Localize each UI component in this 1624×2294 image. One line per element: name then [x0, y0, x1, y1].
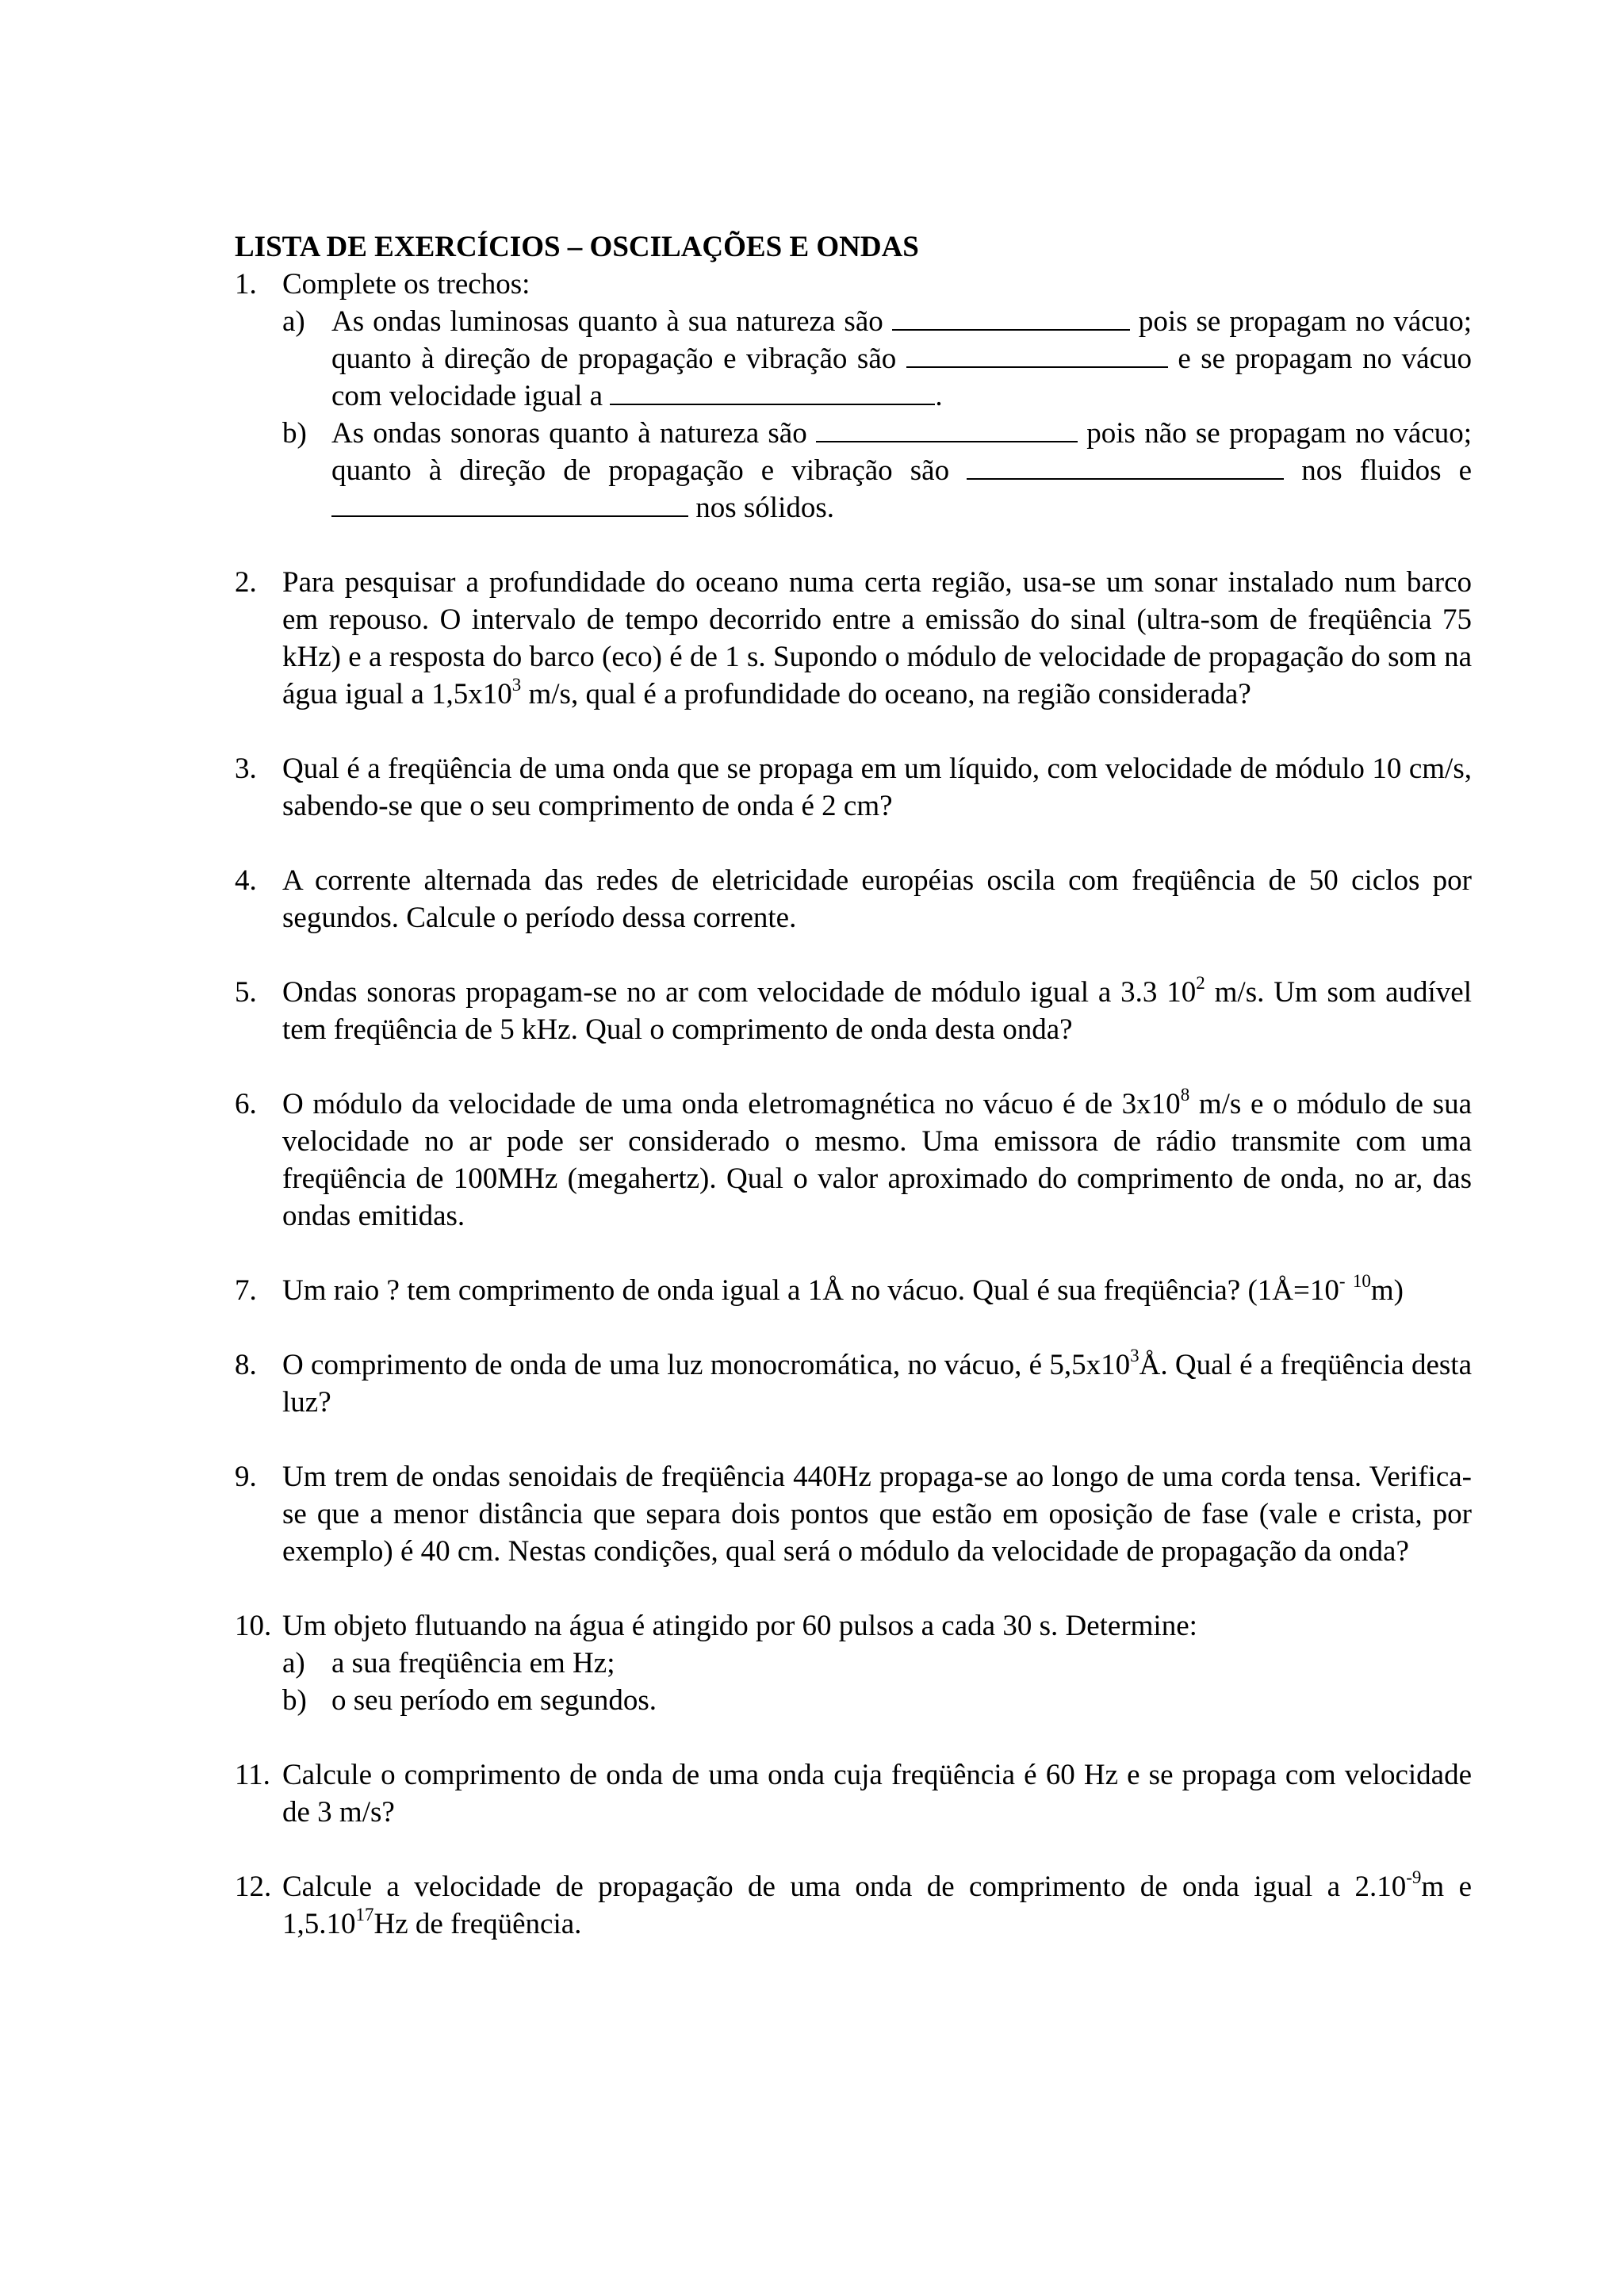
question-body: Calcule o comprimento de onda de uma onda cuja freqüência é 60 Hz e se propaga com velocidade de 3 m/s?: [282, 1759, 1472, 1829]
question-body: [282, 266, 1472, 527]
question-number: 6.: [235, 1088, 257, 1120]
question-number: 8.: [235, 1349, 257, 1381]
question-number: 12.: [235, 1871, 272, 1903]
question-body: [282, 1607, 1472, 1719]
answer-blank[interactable]: [610, 380, 935, 405]
item-label: a): [282, 305, 305, 338]
question-body: Ondas sonoras propagam-se no ar com velocidade de módulo igual a 3.3 $10^2$ m/s. Um som audível tem freqüência de 5 kHz. Qual o comprimento de onda desta onda?: [282, 972, 1472, 1046]
question-body: O módulo da velocidade de uma onda eletromagnética no vácuo é de $3x10^8$ m/s e o módulo de sua velocidade no ar pode ser considerado o mesmo. Uma emissora de rádio transmite com uma freqüência de 100MHz (megahertz). Qual o valor aproximado do comprimento de onda, no ar, das ondas emitidas.: [282, 1084, 1472, 1232]
question-8: [235, 1346, 1472, 1421]
question-body: Qual é a freqüência de uma onda que se propaga em um líquido, com velocidade de módulo 10 cm/s, sabendo-se que o seu comprimento de onda é 2 cm?: [282, 753, 1472, 822]
question-10a: a) a sua freqüência em Hz;: [282, 1645, 1472, 1682]
question-5: [235, 974, 1472, 1048]
answer-blank[interactable]: [967, 454, 1284, 480]
question-number: 7.: [235, 1274, 257, 1307]
question-body: Para pesquisar a profundidade do oceano numa certa região, usa-se um sonar instalado num barco em repouso. O intervalo de tempo decorrido entre a emissão do sinal (ultra-som de freqüência 75 kHz) e a resposta do barco (eco) é de 1 s. Supondo o módulo de velocidade de propagação do som na água igual a $1,5x10^3$ m/s, qual é a profundidade do oceano, na região considerada?: [282, 566, 1472, 710]
answer-blank[interactable]: [892, 305, 1130, 331]
item-label: b): [282, 1684, 307, 1717]
answer-blank[interactable]: [331, 492, 688, 517]
question-1-intro: Complete os trechos:: [282, 268, 530, 301]
question-10b: b) o seu período em segundos.: [282, 1682, 1472, 1719]
question-number: 1.: [235, 268, 257, 301]
question-2: [235, 564, 1472, 713]
item-label: b): [282, 417, 307, 450]
question-9: [235, 1458, 1472, 1570]
question-number: 2.: [235, 566, 257, 599]
question-1: [235, 266, 1472, 527]
question-body: O comprimento de onda de uma luz monocromática, no vácuo, é $5,5x10^3Å$. Qual é a freqüência desta luz?: [282, 1345, 1472, 1419]
question-4: [235, 862, 1472, 936]
question-number: 9.: [235, 1461, 257, 1493]
question-number: 5.: [235, 976, 257, 1009]
question-6: [235, 1086, 1472, 1235]
question-number: 11.: [235, 1759, 270, 1791]
question-number: 10.: [235, 1610, 272, 1642]
question-1a: [282, 303, 1472, 415]
question-body: Calcule a velocidade de propagação de uma onda de comprimento de onda igual a $2.10^{-9}m$ e 1,5.10$^{17}$Hz de freqüência.: [282, 1867, 1472, 1940]
question-3: [235, 750, 1472, 825]
question-number: 3.: [235, 753, 257, 785]
answer-blank[interactable]: [906, 343, 1168, 368]
question-1b: [282, 415, 1472, 527]
question-7: [235, 1272, 1472, 1309]
answer-blank[interactable]: [816, 417, 1078, 442]
question-body: A corrente alternada das redes de eletricidade européias oscila com freqüência de 50 ciclos por segundos. Calcule o período dessa corrente.: [282, 864, 1472, 934]
question-10-intro: Um objeto flutuando na água é atingido por 60 pulsos a cada 30 s. Determine:: [282, 1610, 1197, 1642]
question-11: [235, 1756, 1472, 1831]
question-body: Um trem de ondas senoidais de freqüência 440Hz propaga-se ao longo de uma corda tensa. Verifica-se que a menor distância que separa dois pontos que estão em oposição de fase (vale e crista, por exemplo) é 40 cm. Nestas condições, qual será o módulo da velocidade de propagação da onda?: [282, 1461, 1472, 1568]
exercise-list: [235, 228, 1472, 1943]
question-body: Um raio ? tem comprimento de onda igual a 1Å no vácuo. Qual é sua freqüência? (1Å=10- $^{10}$m): [282, 1270, 1404, 1307]
question-12: [235, 1868, 1472, 1943]
question-1b-text: As ondas sonoras quanto à natureza são pois não se propagam no vácuo; quanto à direção de propagação e vibração são nos fluidos e nos sólidos.: [331, 417, 1473, 524]
document-title: LISTA DE EXERCÍCIOS – OSCILAÇÕES E ONDAS: [235, 231, 919, 263]
question-number: 4.: [235, 864, 257, 897]
question-10: [235, 1607, 1472, 1719]
question-1a-text: As ondas luminosas quanto à sua natureza são pois se propagam no vácuo; quanto à direção de propagação e vibração são e se propagam no vácuo com velocidade igual a .: [331, 305, 1473, 412]
item-label: a): [282, 1647, 305, 1679]
